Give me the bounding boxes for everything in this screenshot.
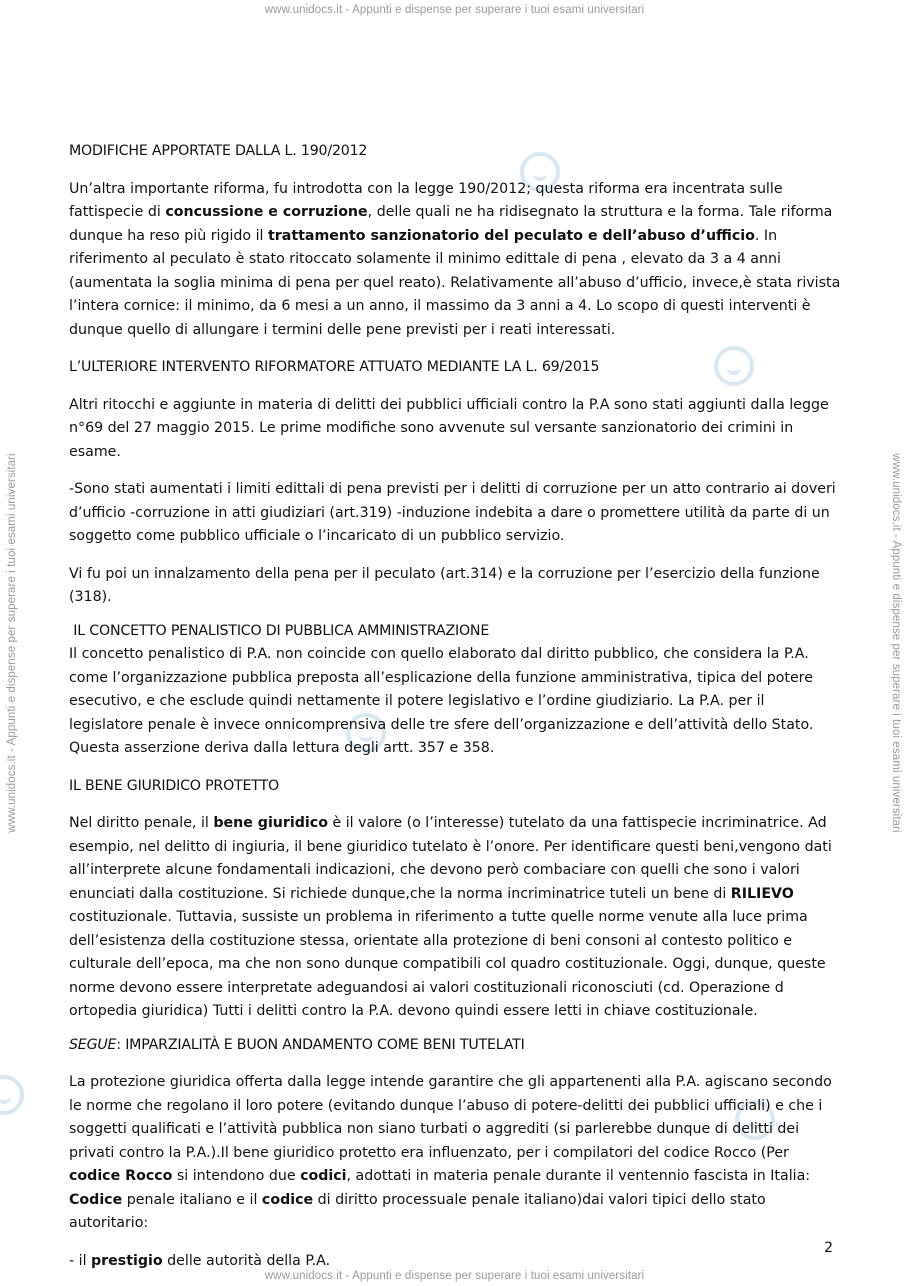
bold-text: prestigio	[91, 1252, 163, 1269]
text: La protezione giuridica offerta dalla legge intende garantire che gli appartenenti alla P.A. agiscano secondo le norme che regolano il loro potere (evitando dunque l’abuso di potere-delitti dei pubblici ufficiali) e che i soggetti qualificati e l’attività pubblica non siano turbati o aggrediti (si parlerebbe dunque di delitti dei privati contro la P.A.).Il bene giuridico protetto era influenzato, per i compilatori del codice Rocco (Per	[69, 1074, 832, 1161]
text: , adottati in materia penale durante il ventennio fascista in Italia:	[346, 1168, 811, 1184]
text: è il valore (o l’interesse) tutelato da una fattispecie incriminatrice. Ad esempio, nel delitto di ingiuria, il bene giuridico tutelato è l’onore. Per identificare questi beni,vengono dati all’interprete alcune fondamentali indicazioni, che devono però combaciare con quelli che sono i valori enunciati dalla costituzione. Si richiede dunque,che la norma incriminatrice tuteli un bene di	[69, 815, 832, 902]
text: , delle quali ne ha ridisegnato la struttura e la forma. Tale riforma dunque ha reso più rigido il	[69, 204, 833, 244]
bold-text: Codice	[69, 1191, 123, 1208]
watermark-top: www.unidocs.it - Appunti e dispense per superare i tuoi esami universitari	[264, 4, 645, 16]
text: si intendono due	[172, 1168, 301, 1184]
document-page	[69, 140, 841, 1273]
watermark-right: www.unidocs.it - Appunti e dispense per superare i tuoi esami universitari	[890, 453, 902, 833]
italic-text: SEGUE	[69, 1036, 117, 1053]
watermark-left: www.unidocs.it - Appunti e dispense per superare i tuoi esami universitari	[6, 453, 18, 833]
text: di diritto processuale penale italiano)dai valori tipici dello stato autoritario:	[69, 1191, 766, 1231]
heading-segue	[69, 1034, 841, 1058]
paragraph-protezione	[69, 1071, 841, 1236]
text: - il	[69, 1252, 92, 1269]
paragraph-peculato: Vi fu poi un innalzamento della pena per il peculato (art.314) e la corruzione per l’esercizio della funzione (318).	[69, 565, 820, 605]
text: penale italiano e il	[122, 1191, 262, 1208]
paragraph-prestigio	[69, 1250, 841, 1274]
bold-text: codice Rocco	[69, 1168, 173, 1184]
heading-l69: L’ULTERIORE INTERVENTO RIFORMATORE ATTUATO MEDIANTE LA L. 69/2015	[69, 359, 600, 375]
bold-text: codici	[300, 1168, 347, 1184]
text: Nel diritto penale, il	[69, 815, 214, 831]
bold-text: trattamento sanzionatorio del peculato e dell’abuso d’ufficio	[268, 227, 755, 244]
unidocs-logo-icon	[0, 1075, 24, 1115]
heading-l190: MODIFICHE APPORTATE DALLA L. 190/2012	[69, 143, 368, 159]
paragraph-limits: -Sono stati aumentati i limiti edittali di pena previsti per i delitti di corruzione per un atto contrario ai doveri d’ufficio -corruzione in atti giudiziari (art.319) -induzione indebita a dare o promettere utilità da parte di un soggetto come pubblico ufficiale o l’incaricato di un pubblico servizio.	[69, 481, 836, 544]
bold-text: bene giuridico	[213, 815, 328, 831]
paragraph-bene-giuridico	[69, 812, 841, 1024]
paragraph-l69: Altri ritocchi e aggiunte in materia di delitti dei pubblici ufficiali contro la P.A sono stati aggiunti dalla legge n°69 del 27 maggio 2015. Le prime modifiche sono avvenute sul versante sanzionatorio dei crimini in esame.	[69, 396, 829, 460]
text: Un’altra importante riforma, fu introdotta con la legge 190/2012; questa riforma era incentrata sulle fattispecie di	[69, 180, 783, 220]
text: : IMPARZIALITÀ E BUON ANDAMENTO COME BENI TUTELATI	[116, 1036, 525, 1053]
bold-text: concussione e corruzione	[165, 204, 368, 220]
watermark-bottom: www.unidocs.it - Appunti e dispense per superare i tuoi esami universitari	[264, 1270, 645, 1282]
heading-concetto-pa: IL CONCETTO PENALISTICO DI PUBBLICA AMMINISTRAZIONE	[69, 622, 490, 639]
text: . In riferimento al peculato è stato ritoccato solamente il minimo edittale di pena , elevato da 3 a 4 anni (aumentata la soglia minima di pena per quel reato). Relativamente all’abuso d’ufficio, invece,è stata rivista l’intera cornice: il minimo, da 6 mesi a un anno, il massimo da 3 anni a 4. Lo scopo di questi interventi è dunque quello di allungare i termini delle pene previsti per i reati interessati.	[69, 227, 841, 338]
bold-text: RILIEVO	[730, 885, 794, 902]
paragraph-l190	[69, 178, 841, 343]
heading-bene-giuridico: IL BENE GIURIDICO PROTETTO	[69, 777, 279, 794]
page-number: 2	[824, 1240, 833, 1256]
paragraph-concetto-pa: Il concetto penalistico di P.A. non coincide con quello elaborato dal diritto pubblico, che considera la P.A. come l’organizzazione pubblica preposta all’esplicazione della funzione amministrativa, tipica del potere esecutivo, e che esclude quindi nettamente il potere legislativo e l’ordine giudiziario. La P.A. per il legislatore penale è invece onnicomprensiva delle tre sfere dell’organizzazione e dell’attività dello Stato. Questa asserzione deriva dalla lettura degli artt. 357 e 358.	[69, 646, 814, 756]
text: costituzionale. Tuttavia, sussiste un problema in riferimento a tutte quelle norme venute alla luce prima dell’esistenza della costituzione stessa, orientate alla protezione di beni consoni al contesto politico e culturale dell’epoca, ma che non sono dunque compatibili col quadro costituzionale. Oggi, dunque, queste norme devono essere interpretate adeguandosi ai valori costituzionali riconosciuti (cd. Operazione d ortopedia giuridica) Tutti i delitti contro la P.A. devono quindi essere letti in chiave costituzionale.	[69, 909, 826, 1019]
text: delle autorità della P.A.	[162, 1252, 331, 1269]
bold-text: codice	[261, 1191, 314, 1208]
